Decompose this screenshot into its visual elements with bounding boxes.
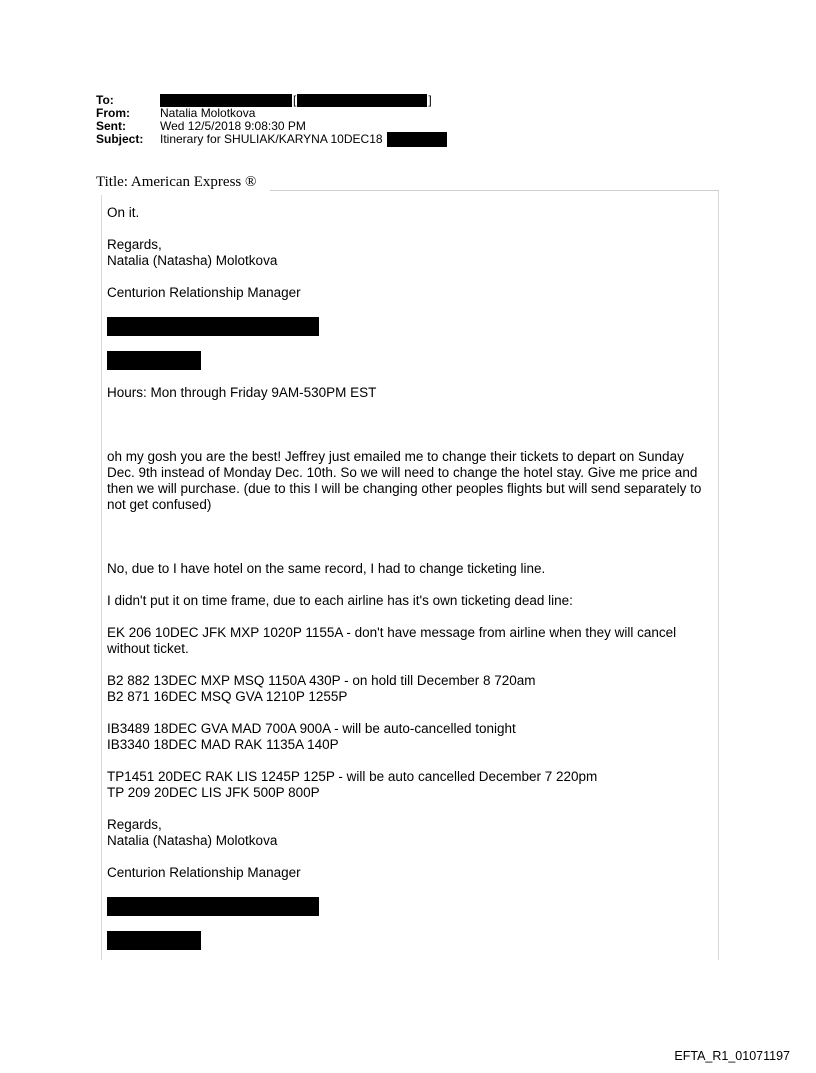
sent-label: Sent:	[96, 119, 126, 133]
bracket-close: ]	[428, 93, 432, 107]
flight-segment: IB3489 18DEC GVA MAD 700A 900A - will be auto-cancelled tonight IB3340 18DEC MAD RAK 1135A 140P	[107, 721, 516, 752]
flight-segment: TP1451 20DEC RAK LIS 1245P 125P - will be auto cancelled December 7 220pm TP 209 20DEC LIS JFK 500P 800P	[107, 769, 598, 800]
title-rule	[270, 190, 719, 191]
signature-regards: Regards, Natalia (Natasha) Molotkova	[107, 817, 278, 848]
message-box-right-border	[718, 191, 719, 960]
flight-segment: B2 882 13DEC MXP MSQ 1150A 430P - on hold till December 8 720am B2 871 16DEC MSQ GVA 1210P 1255P	[107, 673, 536, 704]
spacer	[107, 417, 713, 449]
flight-segment: EK 206 10DEC JFK MXP 1020P 1155A - don't have message from airline when they will cancel without ticket.	[107, 625, 677, 656]
redaction-block	[107, 931, 201, 950]
to-row	[96, 94, 447, 107]
sent-value: Wed 12/5/2018 9:08:30 PM	[160, 119, 306, 133]
redaction-block	[107, 317, 319, 336]
spacer	[107, 529, 713, 561]
message-body	[107, 205, 713, 965]
redaction-block	[387, 132, 447, 147]
message-box-left-border	[101, 195, 102, 960]
redaction-block	[107, 897, 319, 916]
subject-value: Itinerary for SHULIAK/KARYNA 10DEC18	[160, 132, 383, 146]
signature-role: Centurion Relationship Manager	[107, 285, 301, 300]
subject-row	[96, 133, 447, 146]
quoted-request: oh my gosh you are the best! Jeffrey just emailed me to change their tickets to depart on Sunday Dec. 9th instead of Monday Dec. 10th. So we will need to change the hotel stay. Give me price and then we will purchase. (due to this I will be changing other peoples flights but will send separately to not get confused)	[107, 449, 702, 512]
from-value: Natalia Molotkova	[160, 106, 256, 120]
email-header	[96, 94, 447, 146]
signature-role: Centurion Relationship Manager	[107, 865, 301, 880]
redaction-block	[107, 351, 201, 370]
reply-text: On it.	[107, 205, 140, 220]
subject-label: Subject:	[96, 132, 144, 146]
signature-regards: Regards, Natalia (Natasha) Molotkova	[107, 237, 278, 268]
bracket-open: [	[293, 93, 297, 107]
from-label: From:	[96, 106, 130, 120]
signature-hours: Hours: Mon through Friday 9AM-530PM EST	[107, 385, 377, 400]
response-paragraph: No, due to I have hotel on the same record, I had to change ticketing line.	[107, 561, 546, 576]
to-label: To:	[96, 93, 114, 107]
document-id: EFTA_R1_01071197	[674, 1049, 790, 1063]
response-paragraph: I didn't put it on time frame, due to each airline has it's own ticketing dead line:	[107, 593, 573, 608]
title-line: Title: American Express ®	[96, 174, 257, 190]
redaction-block	[297, 94, 427, 107]
